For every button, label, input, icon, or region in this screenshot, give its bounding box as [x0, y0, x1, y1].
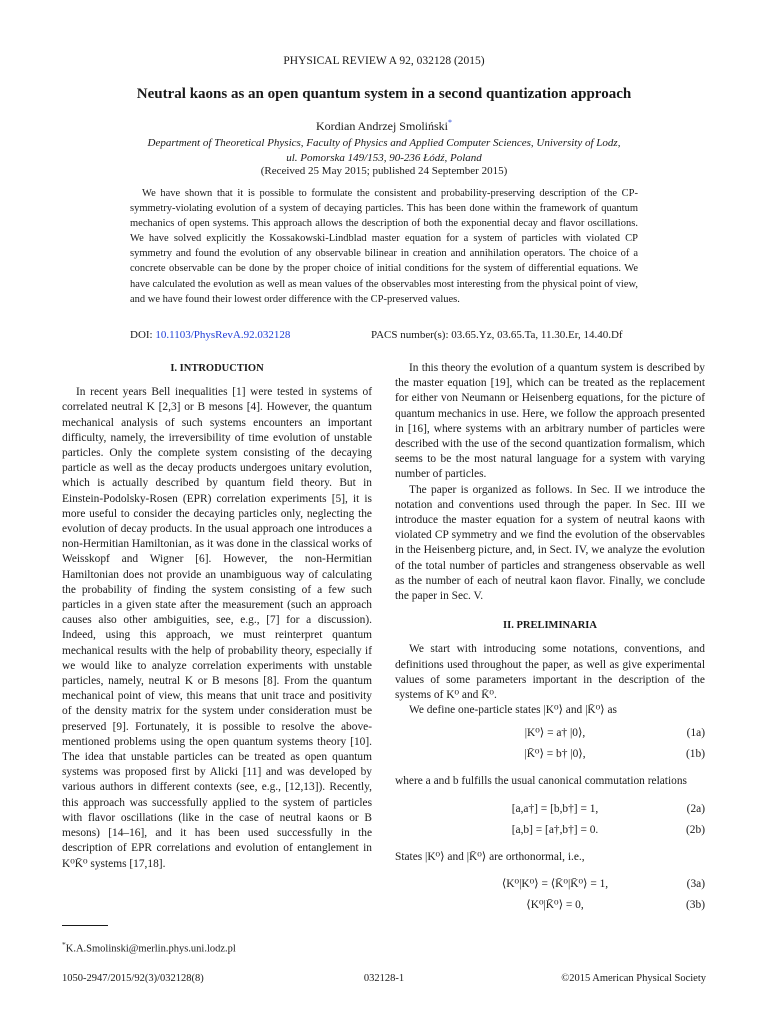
equation-2b-number: (2b)	[686, 823, 705, 836]
right-column	[395, 361, 705, 919]
author-name: Kordian Andrzej Smoliński	[316, 119, 448, 133]
equation-1a-number: (1a)	[686, 727, 705, 740]
footnote-rule	[62, 925, 108, 926]
paper-title: Neutral kaons as an open quantum system in a second quantization approach	[136, 86, 632, 102]
footnote-email[interactable]: K.A.Smolinski@merlin.phys.uni.lodz.pl	[65, 943, 236, 955]
pacs-numbers: PACS number(s): 03.65.Yz, 03.65.Ta, 11.30.Er, 14.40.Df	[371, 329, 623, 341]
equation-2b-body: [a,b] = [a†,b†] = 0.	[511, 823, 599, 836]
journal-header: PHYSICAL REVIEW A 92, 032128 (2015)	[283, 55, 485, 67]
equation-3a	[395, 877, 705, 898]
equation-1a-body: |K⁰⟩ = a† |0⟩,	[524, 727, 586, 740]
right-paragraph-5: where a and b fulfills the usual canonical commutation relations	[395, 775, 687, 788]
equation-1b	[395, 747, 705, 768]
doi-line	[130, 329, 290, 341]
abstract: We have shown that it is possible to formulate the consistent and probability-preserving description of the CP-symmetry-violating evolution of a system of decaying particles. This has been done within the framework of quantum mechanics of open systems. This approach allows the description of both the exponential decay and flavor oscillations. We have solved explicitly the Kossakowski-Lindblad master equation for a system of particles with violated CP symmetry and found the evolution of any observable bilinear in creation and annihilation operators. The choice of a concrete observable can be done by the proper choice of initial conditions for the system of differential equations. We have calculated the evolution as well as mean values of the observables most interesting from the physical point of view, and we have found their lowest order difference with the CP-preserved values.	[130, 188, 638, 305]
equation-3a-body: ⟨K⁰|K⁰⟩ = ⟨K̄⁰|K̄⁰⟩ = 1,	[501, 877, 609, 890]
equation-1b-body: |K̄⁰⟩ = b† |0⟩,	[524, 748, 586, 761]
footer-page-number: 032128-1	[363, 973, 405, 984]
footnote-mark: *	[62, 940, 66, 949]
doi-label: DOI:	[130, 329, 153, 341]
right-paragraph-2: The paper is organized as follows. In Sec. II we introduce the notation and conventions used through the paper. In Sec. III we introduce the master equation for a system of neutral kaons with violated CP symmetry and we find the evolution of the observables in the Heisenberg picture, and, in Sect. IV, we analyze the evolution of the total number of particles and strangeness observable as well as the number of each of neutral kaon flavor. Finally, we conclude the paper in Sec. V.	[395, 483, 705, 603]
equation-2a	[395, 802, 705, 823]
right-paragraph-3: We start with introducing some notations, conventions, and definitions used throughout the paper, as well as give experimental values of some parameters important in the description of the systems of K⁰ and K̄⁰.	[395, 643, 705, 702]
right-paragraph-1: In this theory the evolution of a quantum system is described by the master equation [19], which can be treated as the replacement for either von Neumann or Heisenberg equations, for the picture of quantum mechanics in use. Here, we follow the approach presented in [16], where systems with an arbitrary number of particles were described with the use of the second quantization formalism, which seems to be the most natural language for a system with varying number of particles.	[395, 362, 705, 481]
section-title-preliminaria: II. PRELIMINARIA	[503, 620, 597, 632]
footer-copyright: ©2015 American Physical Society	[561, 973, 706, 984]
author-line	[0, 118, 768, 134]
received-dates: (Received 25 May 2015; published 24 September 2015)	[260, 165, 508, 177]
left-column	[62, 361, 372, 872]
equation-3b-body: ⟨K⁰|K̄⁰⟩ = 0,	[526, 898, 584, 911]
equation-1a	[395, 726, 705, 747]
intro-paragraph: In recent years Bell inequalities [1] were tested in systems of correlated neutral K [2,3] or B mesons [4]. However, the quantum mechanical analysis of such systems encounters an important difficulty, namely, the irreversibility of time evolution of unstable particles. Only the complete system consisting of the decaying particle as well as the decay products undergoes unitary evolution, which is actually described by quantum field theory. But in Einstein-Podolsky-Rosen (EPR) correlation experiments [5], it is more useful to consider the decaying particles only, neglecting the evolution of decay products. In the usual approach one introduces a non-Hermitian Hamiltonian, as it was done in the classical works of Weisskopf and Wigner [6]. However, the non-Hermitian Hamiltonian does not provide an unambiguous way of calculating the probability of finding the system consisting of a few such particles in a given state after the measurement (such an approach causes also other ambiguities, see, e.g., [7] for a discussion). Indeed, using this approach, we must reinterpret quantum mechanical results with the help of probability theory, especially if we would like to analyze correlation experiments with unstable particles, namely, neutral K or B mesons [8]. From the quantum mechanical point of view, this means that unit trace and positivity of the density matrix for the system under consideration must be preserved [9]. Fortunately, it is possible to resolve the above-mentioned problems using the open quantum systems theory [10]. The idea that unstable particles can be treated as open quantum systems was proposed first by Alicki [11] and was developed by various authors in different contexts (see, e.g., [12,13]). Recently, this approach was successfully applied to the system of particles with flavor oscillations (like in the case of neutral kaons or B mesons) [14–16], and it has been used successfully in the description of EPR correlations and evolution of entanglement in K⁰K̄⁰ systems [17,18].	[62, 386, 372, 870]
equation-3b	[395, 898, 705, 919]
doi-link[interactable]: 10.1103/PhysRevA.92.032128	[155, 329, 291, 341]
equation-3a-number: (3a)	[686, 877, 705, 890]
right-paragraph-4: We define one-particle states |K⁰⟩ and |K̄⁰⟩ as	[409, 704, 617, 717]
affiliation-line-2: ul. Pomorska 149/153, 90-236 Łódź, Poland	[286, 152, 482, 164]
footnote	[62, 940, 236, 955]
equation-3b-number: (3b)	[686, 898, 705, 911]
right-paragraph-6: States |K⁰⟩ and |K̄⁰⟩ are orthonormal, i.e.,	[395, 850, 585, 863]
equation-1b-number: (1b)	[686, 748, 705, 761]
affiliation-line-1: Department of Theoretical Physics, Faculty of Physics and Applied Computer Sciences, University of Lodz,	[147, 137, 621, 149]
equation-2a-body: [a,a†] = [b,b†] = 1,	[511, 802, 599, 815]
section-title-introduction: I. INTRODUCTION	[170, 363, 264, 374]
author-footnote-mark[interactable]: *	[448, 118, 452, 127]
affiliation	[100, 136, 668, 166]
footer-issn: 1050-2947/2015/92(3)/032128(8)	[62, 973, 204, 984]
equation-2a-number: (2a)	[686, 802, 705, 815]
equation-2b	[395, 823, 705, 844]
